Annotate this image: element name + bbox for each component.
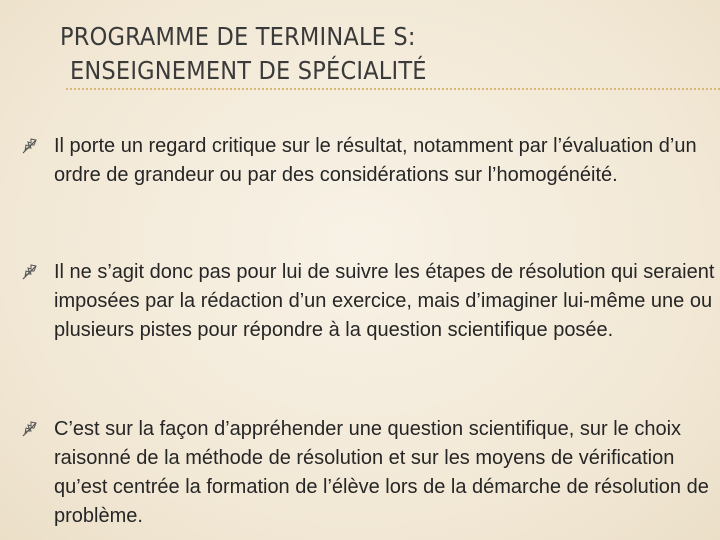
feather-quill-icon [20,136,40,156]
slide-title-line-1: PROGRAMME DE TERMINALE S: [60,22,416,51]
slide-title [60,20,680,88]
slide-title-line-2: ENSEIGNEMENT DE SPÉCIALITÉ [70,56,427,85]
bullet-text: C’est sur la façon d’appréhender une question scientifique, sur le choix raisonné de la méthode de résolution et sur les moyens de vérification qu’est centrée la formation de l’élève lors de la démarche de résolution de problème. [54,418,709,527]
bullet-text: Il ne s’agit donc pas pour lui de suivre les étapes de résolution qui seraient imposées par la rédaction d’un exercice, mais d’imaginer lui-même une ou plusieurs pistes pour répondre à la question scientifique posée. [54,261,715,341]
feather-quill-icon [20,262,40,282]
title-divider [66,88,720,90]
feather-quill-icon [20,419,40,439]
bullet-text: Il porte un regard critique sur le résultat, notamment par l’évaluation d’un ordre de grandeur ou par des considérations sur l’homogénéité. [54,135,697,186]
